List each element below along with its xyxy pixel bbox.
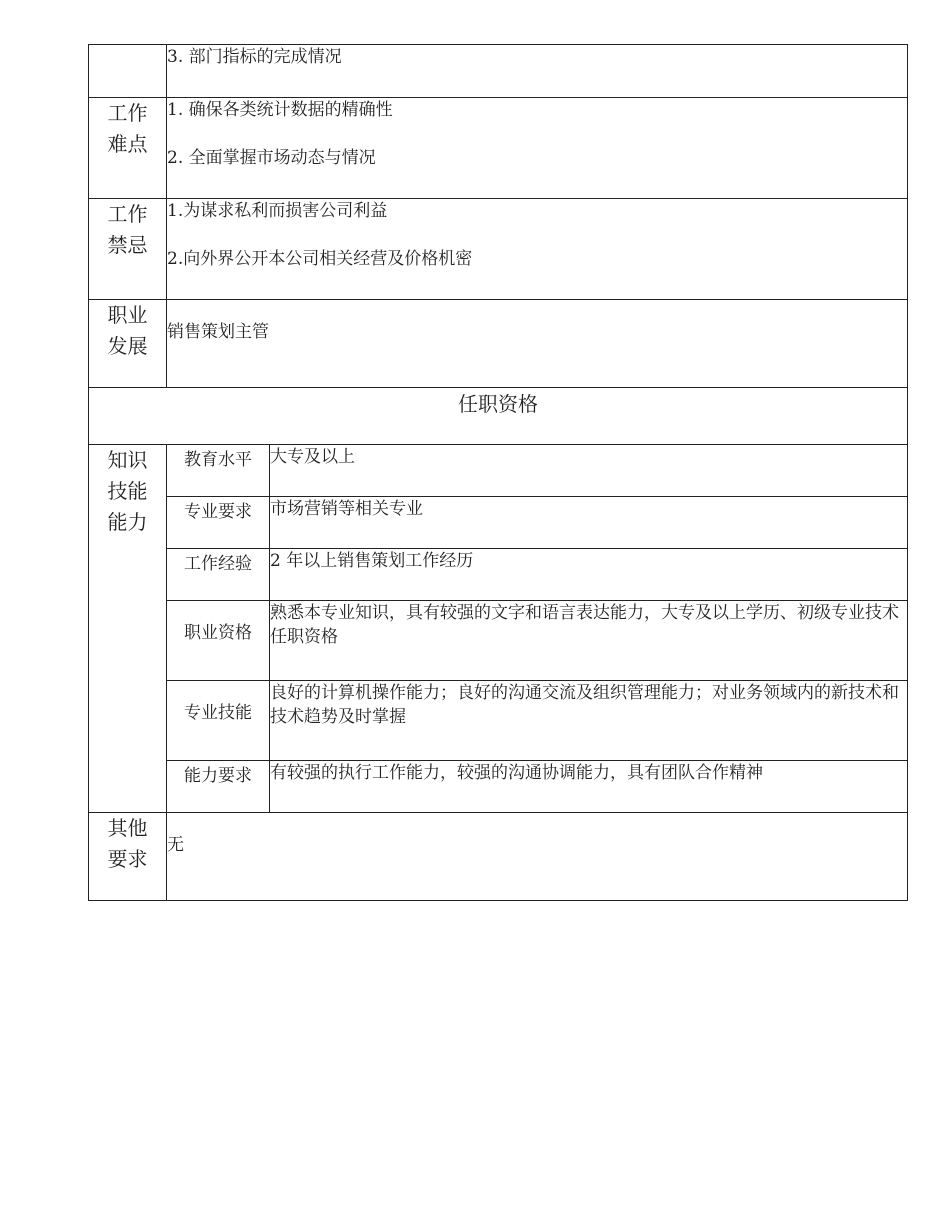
- table-row: [89, 300, 908, 388]
- table-row: [89, 497, 908, 549]
- major-value: 市场营销等相关专业: [270, 497, 908, 549]
- empty-label-cell: [89, 45, 167, 98]
- ability-label: 能力要求: [167, 761, 270, 813]
- table-row: [89, 445, 908, 497]
- career-item: 销售策划主管: [167, 322, 269, 342]
- goals-content: [167, 45, 908, 98]
- taboo-content: [167, 199, 908, 300]
- difficulty-label: 工作难点: [89, 98, 167, 199]
- certification-value: 熟悉本专业知识，具有较强的文字和语言表达能力，大专及以上学历、初级专业技术任职资格: [270, 601, 908, 681]
- taboo-item: 2.向外界公开本公司相关经营及价格机密: [167, 249, 473, 269]
- table-row: [89, 813, 908, 901]
- other-label: 其他要求: [89, 813, 167, 901]
- difficulty-item: 1. 确保各类统计数据的精确性: [167, 100, 393, 120]
- table-row: [89, 45, 908, 98]
- qualification-title: 任职资格: [89, 388, 908, 445]
- major-label: 专业要求: [167, 497, 270, 549]
- career-content: [167, 300, 908, 388]
- education-label: 教育水平: [167, 445, 270, 497]
- table-row: [89, 601, 908, 681]
- table-row: [89, 388, 908, 445]
- table-row: [89, 549, 908, 601]
- job-description-table: [88, 44, 908, 901]
- table-row: [89, 681, 908, 761]
- experience-value: 2 年以上销售策划工作经历: [270, 549, 908, 601]
- knowledge-skill-label: 知识技能能力: [89, 445, 167, 813]
- table-row: [89, 98, 908, 199]
- education-value: 大专及以上: [270, 445, 908, 497]
- skill-label: 专业技能: [167, 681, 270, 761]
- career-label: 职业发展: [89, 300, 167, 388]
- table-row: [89, 761, 908, 813]
- taboo-label: 工作禁忌: [89, 199, 167, 300]
- skill-value: 良好的计算机操作能力；良好的沟通交流及组织管理能力；对业务领域内的新技术和技术趋势及时掌握: [270, 681, 908, 761]
- other-value: 无: [167, 813, 908, 901]
- taboo-item: 1.为谋求私利而损害公司利益: [167, 201, 388, 221]
- ability-value: 有较强的执行工作能力，较强的沟通协调能力，具有团队合作精神: [270, 761, 908, 813]
- experience-label: 工作经验: [167, 549, 270, 601]
- table-row: [89, 199, 908, 300]
- difficulty-item: 2. 全面掌握市场动态与情况: [167, 148, 376, 168]
- goals-item: 3. 部门指标的完成情况: [167, 47, 342, 67]
- certification-label: 职业资格: [167, 601, 270, 681]
- difficulty-content: [167, 98, 908, 199]
